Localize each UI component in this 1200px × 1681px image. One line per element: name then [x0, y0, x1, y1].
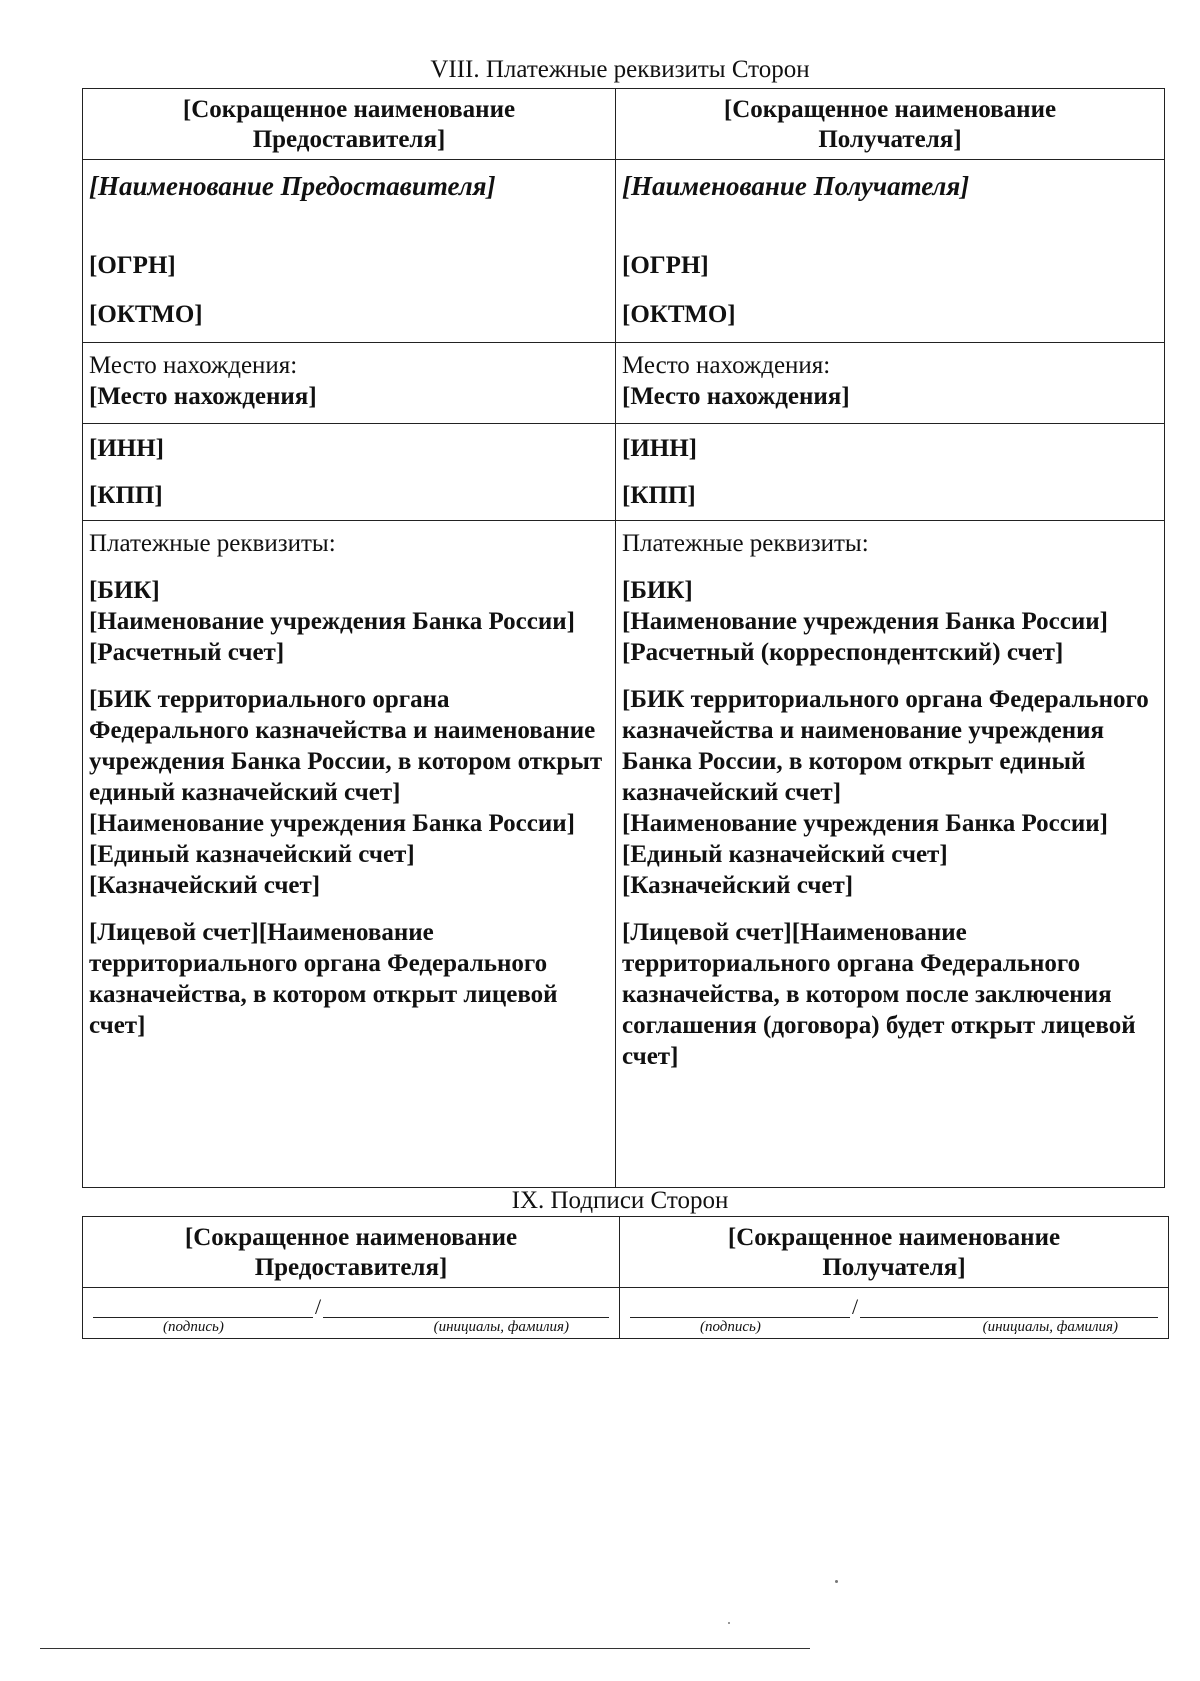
sign-recipient-header: [Сокращенное наименование Получателя] [620, 1217, 1169, 1288]
recipient-signature-caption: (подпись) [700, 1319, 761, 1335]
provider-bank-name: [Наименование учреждения Банка России] [89, 608, 575, 635]
recipient-account: [Расчетный (корреспондентский) счет] [622, 639, 1064, 666]
provider-treasury-bank-name: [Наименование учреждения Банка России] [89, 810, 575, 837]
provider-oktmo: [ОКТМО] [89, 301, 203, 328]
recipient-name-caption: (инициалы, фамилия) [982, 1319, 1118, 1335]
payment-row [83, 521, 1165, 1188]
provider-inn: [ИНН] [89, 435, 164, 462]
recipient-name-cell [616, 160, 1165, 343]
signatures-table [82, 1216, 1169, 1339]
recipient-signature-slash: / [852, 1294, 859, 1319]
recipient-name-field [860, 1295, 1158, 1318]
recipient-oktmo: [ОКТМО] [622, 301, 736, 328]
recipient-signature-captions [630, 1318, 1158, 1336]
provider-name-caption: (инициалы, фамилия) [433, 1319, 569, 1335]
provider-signature-caption: (подпись) [163, 1319, 224, 1335]
recipient-ogrn: [ОГРН] [622, 252, 709, 279]
footnote-rule [40, 1648, 810, 1649]
provider-signature-slash: / [315, 1294, 322, 1319]
provider-name-cell [83, 160, 616, 343]
provider-signature-captions [93, 1318, 609, 1336]
location-row [83, 343, 1165, 424]
recipient-kpp: [КПП] [622, 482, 696, 509]
provider-signature-field [93, 1295, 313, 1318]
recipient-payment-cell [616, 521, 1165, 1188]
provider-name: [Наименование Предоставителя] [89, 171, 496, 201]
provider-location-label: Место нахождения: [89, 352, 298, 379]
recipient-location-label: Место нахождения: [622, 352, 831, 379]
recipient-tax-cell [616, 424, 1165, 521]
recipient-location-value: [Место нахождения] [622, 383, 850, 410]
scan-speck [835, 1580, 838, 1583]
recipient-bik: [БИК] [622, 577, 693, 604]
provider-treasury-bik: [БИК территориального органа Федерального казначейства и наименование учреждения Банка России, в котором открыт единый казначейский счет] [89, 686, 603, 806]
provider-payment-label: Платежные реквизиты: [89, 530, 336, 557]
names-row [83, 160, 1165, 343]
provider-kpp: [КПП] [89, 482, 163, 509]
recipient-treasury-account: [Казначейский счет] [622, 872, 854, 899]
provider-location-cell [83, 343, 616, 424]
tax-ids-row [83, 424, 1165, 521]
provider-signature-cell [83, 1288, 620, 1339]
recipient-name: [Наименование Получателя] [622, 171, 970, 201]
provider-name-field [323, 1295, 609, 1318]
provider-header: [Сокращенное наименование Предоставителя] [83, 89, 616, 160]
recipient-signature-field [630, 1295, 850, 1318]
provider-single-treasury-account: [Единый казначейский счет] [89, 841, 415, 868]
provider-ogrn: [ОГРН] [89, 252, 176, 279]
recipient-single-treasury-account: [Единый казначейский счет] [622, 841, 948, 868]
provider-account: [Расчетный счет] [89, 639, 285, 666]
recipient-inn: [ИНН] [622, 435, 697, 462]
section-9-title: IX. Подписи Сторон [511, 1187, 729, 1214]
sign-provider-header: [Сокращенное наименование Предоставителя] [83, 1217, 620, 1288]
section-8-title: VIII. Платежные реквизиты Сторон [430, 56, 810, 83]
recipient-signature-cell [620, 1288, 1169, 1339]
provider-bik: [БИК] [89, 577, 160, 604]
recipient-location-cell [616, 343, 1165, 424]
recipient-header: [Сокращенное наименование Получателя] [616, 89, 1165, 160]
recipient-treasury-bik: [БИК территориального органа Федерального казначейства и наименование учреждения Банка России, в котором открыт единый казначейский счет] [622, 686, 1149, 806]
recipient-treasury-bank-name: [Наименование учреждения Банка России] [622, 810, 1108, 837]
table-header-row [83, 89, 1165, 160]
scan-speck [728, 1622, 730, 1624]
signatures-row [83, 1288, 1169, 1339]
provider-signature-line [93, 1292, 609, 1318]
provider-location-value: [Место нахождения] [89, 383, 317, 410]
recipient-bank-name: [Наименование учреждения Банка России] [622, 608, 1108, 635]
recipient-payment-label: Платежные реквизиты: [622, 530, 869, 557]
provider-tax-cell [83, 424, 616, 521]
payment-details-table [82, 88, 1165, 1188]
provider-treasury-account: [Казначейский счет] [89, 872, 321, 899]
provider-personal-account: [Лицевой счет][Наименование территориального органа Федерального казначейства, в котором открыт лицевой счет] [89, 919, 558, 1039]
recipient-signature-line [630, 1292, 1158, 1318]
provider-payment-cell [83, 521, 616, 1188]
signatures-header-row [83, 1217, 1169, 1288]
recipient-personal-account: [Лицевой счет][Наименование территориального органа Федерального казначейства, в котором после заключения соглашения (договора) будет открыт лицевой счет] [622, 919, 1136, 1070]
